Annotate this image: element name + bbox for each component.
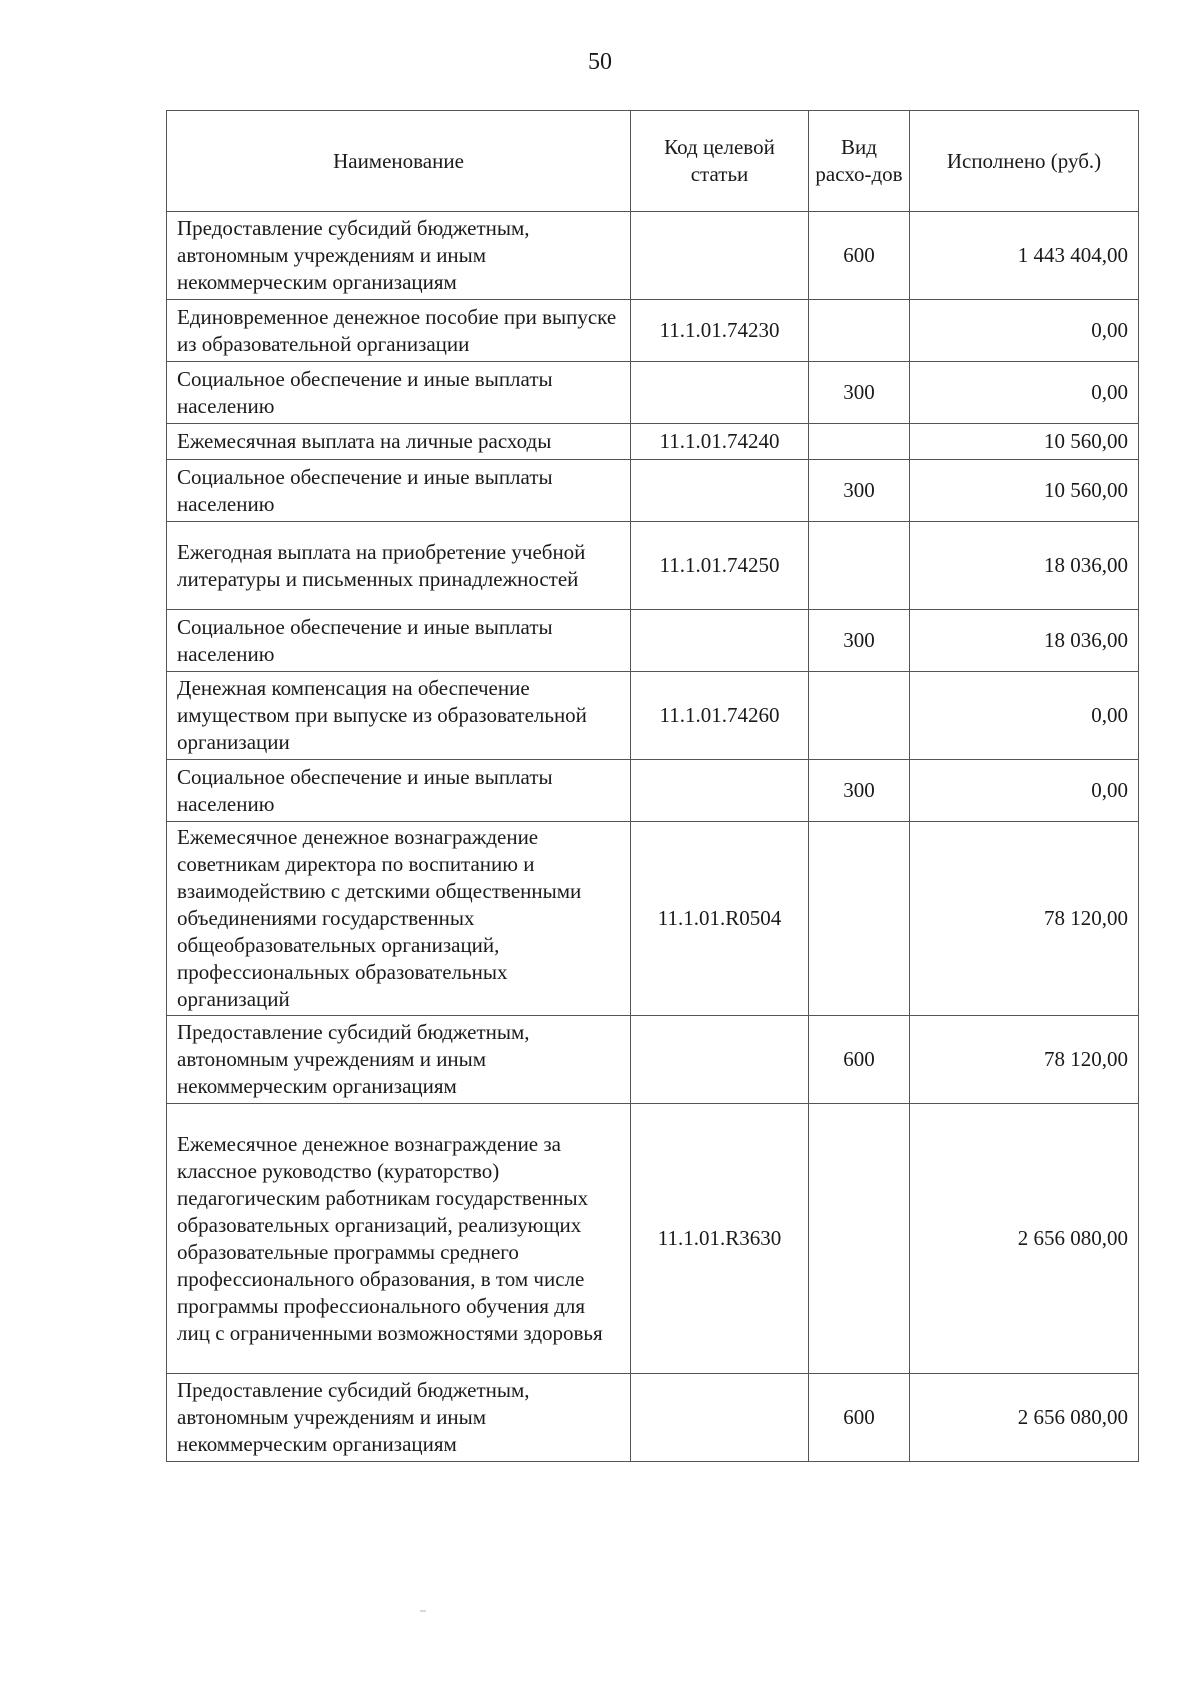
- row-target-code-cell: 11.1.01.74250: [631, 522, 809, 610]
- row-target-code-cell: [631, 1016, 809, 1104]
- scan-speck: [420, 1610, 426, 1612]
- row-target-code-cell: [631, 460, 809, 522]
- row-name-cell: Ежемесячное денежное вознаграждение советникам директора по воспитанию и взаимодействию с детскими общественными объединениями государственных общеобразовательных организаций, профессиональных образовательных организаций: [167, 822, 631, 1016]
- table-row: [167, 424, 1139, 460]
- table-row: [167, 460, 1139, 522]
- row-expense-kind-cell: [809, 1104, 910, 1374]
- row-expense-kind-cell: [809, 822, 910, 1016]
- header-name: Наименование: [167, 111, 631, 212]
- table-header-row: [167, 111, 1139, 212]
- row-target-code-cell: 11.1.01.R0504: [631, 822, 809, 1016]
- row-expense-kind-cell: [809, 672, 910, 760]
- row-name-cell: Денежная компенсация на обеспечение имуществом при выпуске из образовательной организации: [167, 672, 631, 760]
- row-expense-kind-cell: [809, 522, 910, 610]
- row-expense-kind-cell: [809, 424, 910, 460]
- row-expense-kind-cell: [809, 300, 910, 362]
- table-row: [167, 1104, 1139, 1374]
- table-row: [167, 610, 1139, 672]
- row-executed-amount-cell: 18 036,00: [910, 610, 1139, 672]
- row-executed-amount-cell: 0,00: [910, 300, 1139, 362]
- table-row: [167, 522, 1139, 610]
- row-target-code-cell: [631, 760, 809, 822]
- table-row: [167, 212, 1139, 300]
- row-executed-amount-cell: 78 120,00: [910, 822, 1139, 1016]
- table-body: [167, 212, 1139, 1462]
- table-row: [167, 760, 1139, 822]
- row-name-cell: Социальное обеспечение и иные выплаты населению: [167, 760, 631, 822]
- table-row: [167, 300, 1139, 362]
- row-executed-amount-cell: 78 120,00: [910, 1016, 1139, 1104]
- row-name-cell: Предоставление субсидий бюджетным, автономным учреждениям и иным некоммерческим организациям: [167, 212, 631, 300]
- row-name-cell: Социальное обеспечение и иные выплаты населению: [167, 610, 631, 672]
- row-target-code-cell: [631, 362, 809, 424]
- row-name-cell: Социальное обеспечение и иные выплаты населению: [167, 460, 631, 522]
- row-target-code-cell: 11.1.01.74230: [631, 300, 809, 362]
- row-name-cell: Предоставление субсидий бюджетным, автономным учреждениям и иным некоммерческим организациям: [167, 1016, 631, 1104]
- row-executed-amount-cell: 0,00: [910, 362, 1139, 424]
- row-name-cell: Ежемесячная выплата на личные расходы: [167, 424, 631, 460]
- row-name-cell: Социальное обеспечение и иные выплаты населению: [167, 362, 631, 424]
- row-target-code-cell: 11.1.01.74260: [631, 672, 809, 760]
- row-name-cell: Предоставление субсидий бюджетным, автономным учреждениям и иным некоммерческим организациям: [167, 1374, 631, 1462]
- table-row: [167, 822, 1139, 1016]
- row-executed-amount-cell: 2 656 080,00: [910, 1374, 1139, 1462]
- row-expense-kind-cell: 300: [809, 610, 910, 672]
- row-expense-kind-cell: 300: [809, 760, 910, 822]
- row-name-cell: Единовременное денежное пособие при выпуске из образовательной организации: [167, 300, 631, 362]
- table-row: [167, 1374, 1139, 1462]
- row-executed-amount-cell: 10 560,00: [910, 424, 1139, 460]
- row-target-code-cell: [631, 212, 809, 300]
- row-target-code-cell: [631, 610, 809, 672]
- page-number: 50: [588, 49, 612, 75]
- row-expense-kind-cell: 600: [809, 1016, 910, 1104]
- row-executed-amount-cell: 0,00: [910, 672, 1139, 760]
- row-expense-kind-cell: 300: [809, 362, 910, 424]
- table-row: [167, 1016, 1139, 1104]
- row-target-code-cell: 11.1.01.74240: [631, 424, 809, 460]
- row-executed-amount-cell: 0,00: [910, 760, 1139, 822]
- row-expense-kind-cell: 300: [809, 460, 910, 522]
- row-executed-amount-cell: 10 560,00: [910, 460, 1139, 522]
- row-target-code-cell: 11.1.01.R3630: [631, 1104, 809, 1374]
- row-executed-amount-cell: 2 656 080,00: [910, 1104, 1139, 1374]
- row-executed-amount-cell: 1 443 404,00: [910, 212, 1139, 300]
- header-target-code: Код целевой статьи: [631, 111, 809, 212]
- row-executed-amount-cell: 18 036,00: [910, 522, 1139, 610]
- row-expense-kind-cell: 600: [809, 1374, 910, 1462]
- table-row: [167, 672, 1139, 760]
- table-row: [167, 362, 1139, 424]
- row-name-cell: Ежегодная выплата на приобретение учебной литературы и письменных принадлежностей: [167, 522, 631, 610]
- header-executed-amount: Исполнено (руб.): [910, 111, 1139, 212]
- row-target-code-cell: [631, 1374, 809, 1462]
- budget-execution-table: [166, 110, 1139, 1462]
- header-expense-kind: Вид расхо-дов: [809, 111, 910, 212]
- row-expense-kind-cell: 600: [809, 212, 910, 300]
- row-name-cell: Ежемесячное денежное вознаграждение за классное руководство (кураторство) педагогическим работникам государственных образовательных организаций, реализующих образовательные программы среднего профессионального образования, в том числе программы профессионального обучения для лиц с ограниченными возможностями здоровья: [167, 1104, 631, 1374]
